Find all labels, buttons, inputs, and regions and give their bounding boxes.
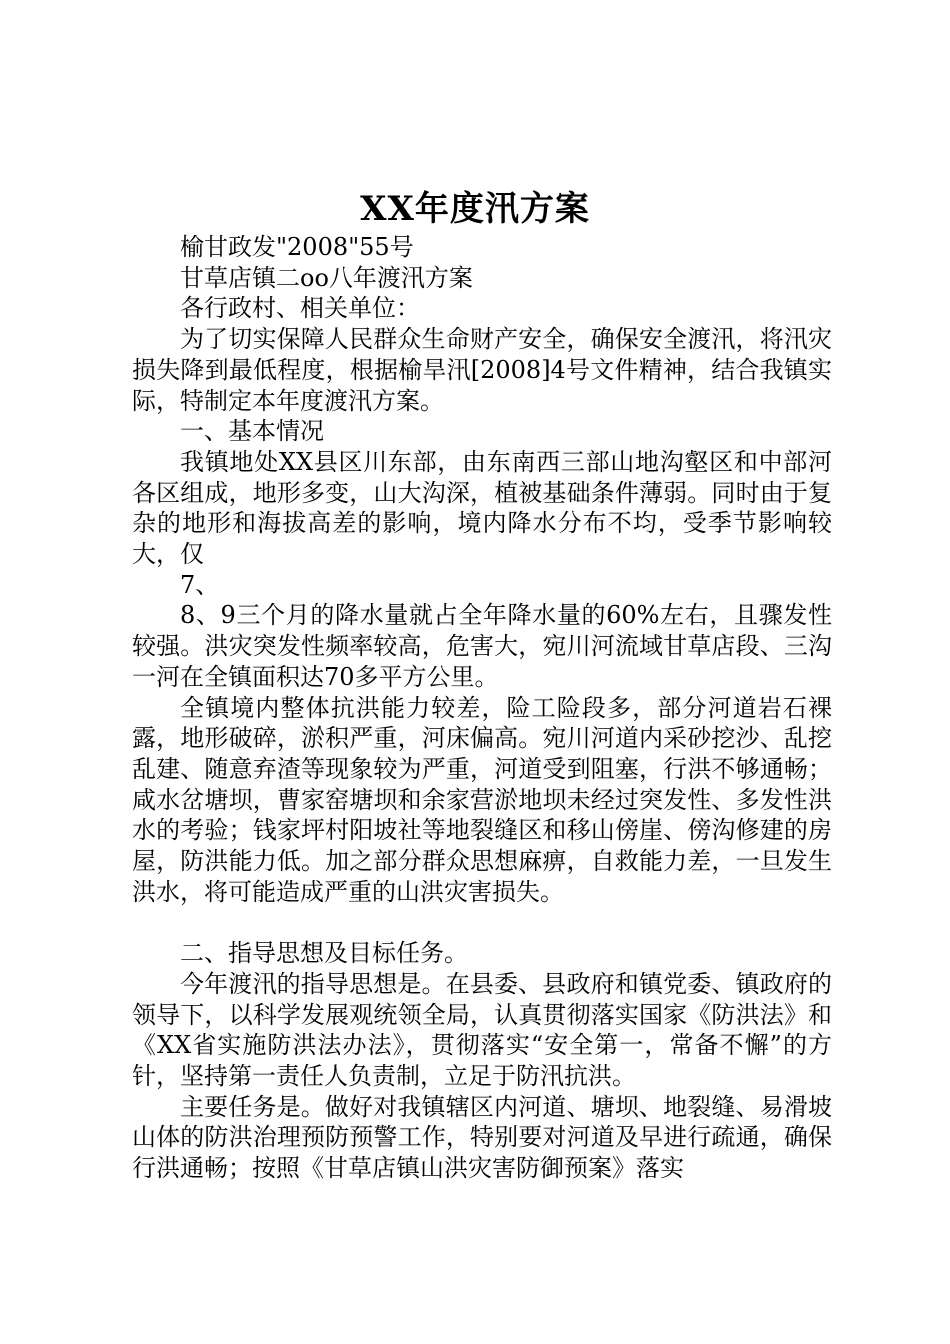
paragraph-spacer (132, 907, 832, 938)
body-paragraph: 今年渡汛的指导思想是。在县委、县政府和镇党委、镇政府的领导下，以科学发展观统领全局，认真贯彻落实国家《防洪法》和《XX省实施防洪法办法》，贯彻落实“安全第一，常备不懈”的方针，坚持第一责任人负责制，立足于防汛抗洪。 (132, 969, 832, 1090)
document-body (132, 232, 832, 1184)
salutation: 各行政村、相关单位： (180, 294, 420, 323)
document-number: 榆甘政发"2008"55号 (180, 233, 414, 261)
body-paragraph: 我镇地处XX县区川东部，由东南西三部山地沟壑区和中部河各区组成，地形多变，山大沟深，植被基础条件薄弱。同时由于复杂的地形和海拔高差的影响，境内降水分布不均，受季节影响较大，仅 (132, 447, 832, 569)
body-paragraph: 主要任务是。做好对我镇辖区内河道、塘坝、地裂缝、易滑坡山体的防洪治理预防预警工作，特别要对河道及早进行疏通，确保行洪通畅；按照《甘草店镇山洪灾害防御预案》落实 (132, 1092, 832, 1183)
document-title: XX年度汛方案 (360, 189, 590, 229)
section-heading-1: 一、基本情况 (180, 417, 324, 446)
section-heading-2: 二、指导思想及目标任务。 (180, 939, 468, 968)
body-paragraph: 7、 (180, 570, 220, 599)
intro-paragraph: 为了切实保障人民群众生命财产安全，确保安全渡汛，将汛灾损失降到最低程度，根据榆旱汛[2008]4号文件精神，结合我镇实际，特制定本年度渡汛方案。 (132, 325, 832, 415)
document-subtitle: 甘草店镇二oo八年渡汛方案 (180, 263, 473, 292)
body-paragraph: 全镇境内整体抗洪能力较差，险工险段多，部分河道岩石裸露，地形破碎，淤积严重，河床偏高。宛川河道内采砂挖沙、乱挖乱建、随意弃渣等现象较为严重，河道受到阻塞，行洪不够通畅；咸水岔塘坝，曹家窑塘坝和余家营淤地坝未经过突发性、多发性洪水的考验；钱家坪村阳坡社等地裂缝区和移山傍崖、傍沟修建的房屋，防洪能力低。加之部分群众思想麻痹，自救能力差，一旦发生洪水，将可能造成严重的山洪灾害损失。 (132, 693, 832, 906)
body-paragraph: 8、9三个月的降水量就占全年降水量的60%左右，且骤发性较强。洪灾突发性频率较高，危害大，宛川河流域甘草店段、三沟一河在全镇面积达70多平方公里。 (132, 601, 832, 691)
